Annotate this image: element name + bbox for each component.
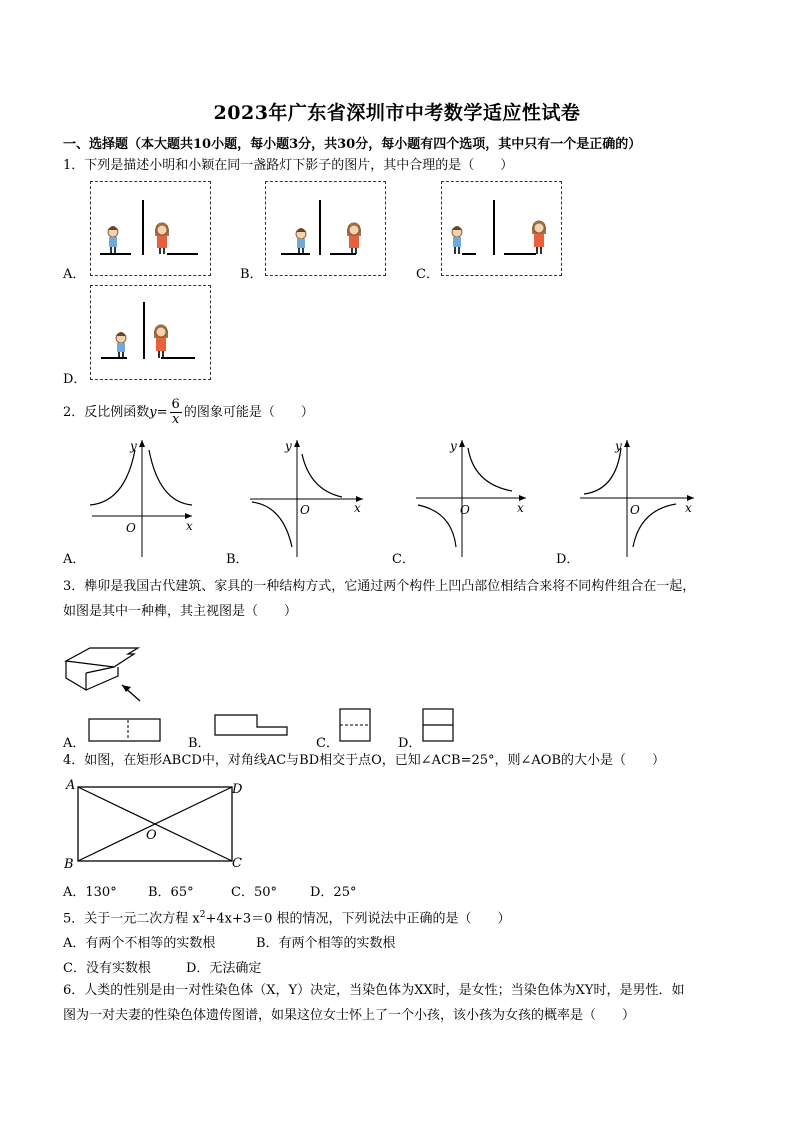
svg-text:O: O — [460, 503, 470, 517]
page-title: 2023年广东省深圳市中考数学适应性试卷 — [213, 102, 581, 124]
q3-option-d-figure — [422, 707, 456, 743]
svg-text:D: D — [232, 782, 243, 797]
q1-figure-d — [90, 285, 211, 380]
q3-option-b-figure — [213, 713, 291, 737]
fraction: $\frac{6}{x}$ — [171, 397, 180, 427]
svg-text:O: O — [126, 521, 136, 535]
q1-option-c-label: C． — [416, 267, 439, 282]
svg-text:y: y — [285, 439, 292, 453]
q1-figure-c — [441, 181, 562, 276]
q1-option-d-label: D． — [63, 372, 87, 387]
svg-text:O: O — [300, 503, 310, 517]
q2-graph-d — [580, 439, 694, 557]
q2-graphs — [80, 432, 770, 562]
q4-option-c: C．50° — [231, 885, 277, 900]
q1-option-b-label: B． — [240, 267, 263, 282]
question-5-text: 5．关于一元二次方程 $x^2+4x+3=0$ 根的情况，下列说法中正确的是（ ） — [63, 910, 511, 927]
question-1-text: 1．下列是描述小明和小颖在同一盏路灯下影子的图片，其中合理的是（ ） — [63, 158, 514, 173]
question-3-text: 3．榫卯是我国古代建筑、家具的一种结构方式，它通过两个构件上凹凸部位相结合来将不同构件组合在一起， 如图是其中一种榫，其主视图是（ ） — [63, 579, 696, 619]
q2-graph-b — [250, 439, 363, 557]
q4-option-a: A．130° — [63, 885, 117, 900]
svg-text:y: y — [615, 439, 622, 453]
svg-text:y: y — [450, 439, 457, 453]
q2-graph-a — [90, 439, 193, 557]
q4-rectangle-figure — [60, 775, 250, 873]
q3-option-b-label: B． — [188, 736, 211, 751]
q3-option-c-figure — [339, 707, 373, 743]
q3-option-a-figure — [88, 717, 162, 743]
question-6-text: 6．人类的性别是由一对性染色体（X，Y）决定，当染色体为XX时，是女性；当染色体为XY时，是男性．如 图为一对夫妻的性染色体遗传图谱，如果这位女士怀上了一个小孩，该小孩为女孩的概率是（ ） — [63, 983, 685, 1023]
svg-text:x: x — [517, 501, 524, 515]
q1-figure-a — [90, 181, 211, 276]
q5-option-a: A．有两个不相等的实数根 — [63, 936, 216, 951]
svg-text:A: A — [66, 778, 76, 793]
q3-option-c-label: C． — [316, 736, 339, 751]
svg-text:x: x — [685, 501, 692, 515]
q3-tenon-figure — [60, 640, 160, 708]
q5-option-c: C．没有实数根 — [63, 961, 151, 976]
svg-text:C: C — [232, 856, 242, 871]
question-4-text: 4．如图，在矩形ABCD中，对角线AC与BD相交于点O，已知∠ACB=25°，则∠AOB的大小是（ ） — [63, 753, 665, 768]
svg-text:O: O — [146, 828, 157, 843]
q2-option-d-label: D． — [556, 552, 580, 567]
q1-option-a-label: A． — [63, 267, 86, 282]
girl-icon — [155, 223, 169, 254]
svg-text:y: y — [130, 439, 137, 453]
q2-option-a-label: A． — [63, 552, 86, 567]
q2-option-b-label: B． — [226, 552, 249, 567]
q3-option-d-label: D． — [398, 736, 422, 751]
svg-text:B: B — [64, 857, 74, 872]
q5-option-d: D．无法确定 — [186, 961, 262, 976]
q3-option-a-label: A． — [63, 736, 86, 751]
q1-figure-b — [265, 181, 386, 276]
section-heading: 一、选择题（本大题共10小题，每小题3分，共30分，每小题有四个选项，其中只有一个是正确的） — [63, 137, 642, 152]
boy-icon — [116, 332, 126, 358]
q4-option-b: B．65° — [148, 885, 194, 900]
boy-icon — [296, 228, 306, 254]
svg-text:O: O — [630, 503, 640, 517]
girl-icon — [154, 325, 168, 358]
boy-icon — [452, 226, 462, 254]
q5-option-b: B．有两个相等的实数根 — [256, 936, 396, 951]
question-2-text: 2．反比例函数y= $\frac{6}{x}$ 的图象可能是（ ） — [63, 397, 314, 427]
svg-text:x: x — [354, 501, 361, 515]
q2-option-c-label: C． — [392, 552, 415, 567]
svg-text:x: x — [186, 519, 193, 533]
boy-icon — [108, 226, 118, 254]
girl-icon — [347, 223, 361, 254]
q4-option-d: D．25° — [310, 885, 357, 900]
girl-icon — [532, 221, 546, 254]
q2-graph-c — [416, 439, 526, 557]
